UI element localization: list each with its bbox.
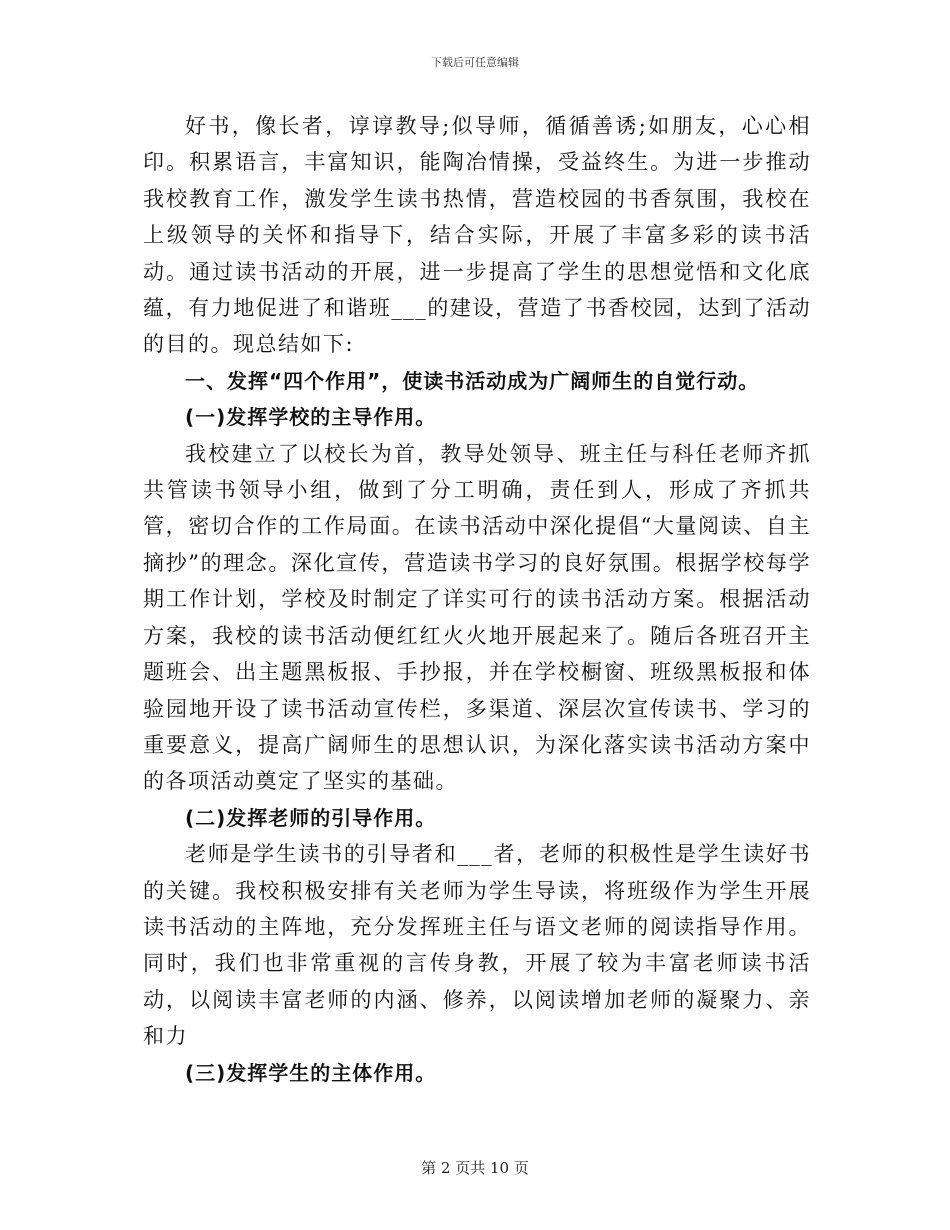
subsection-1-heading: (一)发挥学校的主导作用。 (185, 405, 437, 430)
section-1-heading: 一、发挥“四个作用”，使读书活动成为广阔师生的自觉行动。 (185, 368, 760, 393)
document-body (143, 108, 811, 1091)
subsection-2-paragraph: 老师是学生读书的引导者和___者，老师的积极性是学生读好书的关键。我校积极安排有关老师为学生导读，将班级作为学生开展读书活动的主阵地，充分发挥班主任与语文老师的阅读指导作用。同时，我们也非常重视的言传身教，开展了较为丰富老师读书活动，以阅读丰富老师的内涵、修养，以阅读增加老师的凝聚力、亲和力 (143, 842, 811, 1049)
intro-paragraph: 好书，像长者，谆谆教导;似导师，循循善诱;如朋友，心心相印。积累语言，丰富知识，能陶冶情操，受益终生。为进一步推动我校教育工作，激发学生读书热情，营造校园的书香氛围，我校在上级领导的关怀和指导下，结合实际，开展了丰富多彩的读书活动。通过读书活动的开展，进一步提高了学生的思想觉悟和文化底蕴，有力地促进了和谐班___的建设，营造了书香校园，达到了活动的目的。现总结如下: (143, 114, 811, 357)
subsection-2-heading: (二)发挥老师的引导作用。 (185, 805, 437, 830)
subsection-3-heading: (三)发挥学生的主体作用。 (185, 1060, 437, 1085)
page-header: 下载后可任意编辑 (431, 56, 519, 69)
subsection-1-paragraph: 我校建立了以校长为首，教导处领导、班主任与科任老师齐抓共管读书领导小组，做到了分工明确，责任到人，形成了齐抓共管，密切合作的工作局面。在读书活动中深化提倡“大量阅读、自主摘抄”的理念。深化宣传，营造读书学习的良好氛围。根据学校每学期工作计划，学校及时制定了详实可行的读书活动方案。根据活动方案，我校的读书活动便红红火火地开展起来了。随后各班召开主题班会、出主题黑板报、手抄报，并在学校橱窗、班级黑板报和体验园地开设了读书活动宣传栏，多渠道、深层次宣传读书、学习的重要意义，提高广阔师生的思想认识，为深化落实读书活动方案中的各项活动奠定了坚实的基础。 (143, 441, 811, 794)
page-footer: 第 2 页共 10 页 (421, 1159, 529, 1177)
